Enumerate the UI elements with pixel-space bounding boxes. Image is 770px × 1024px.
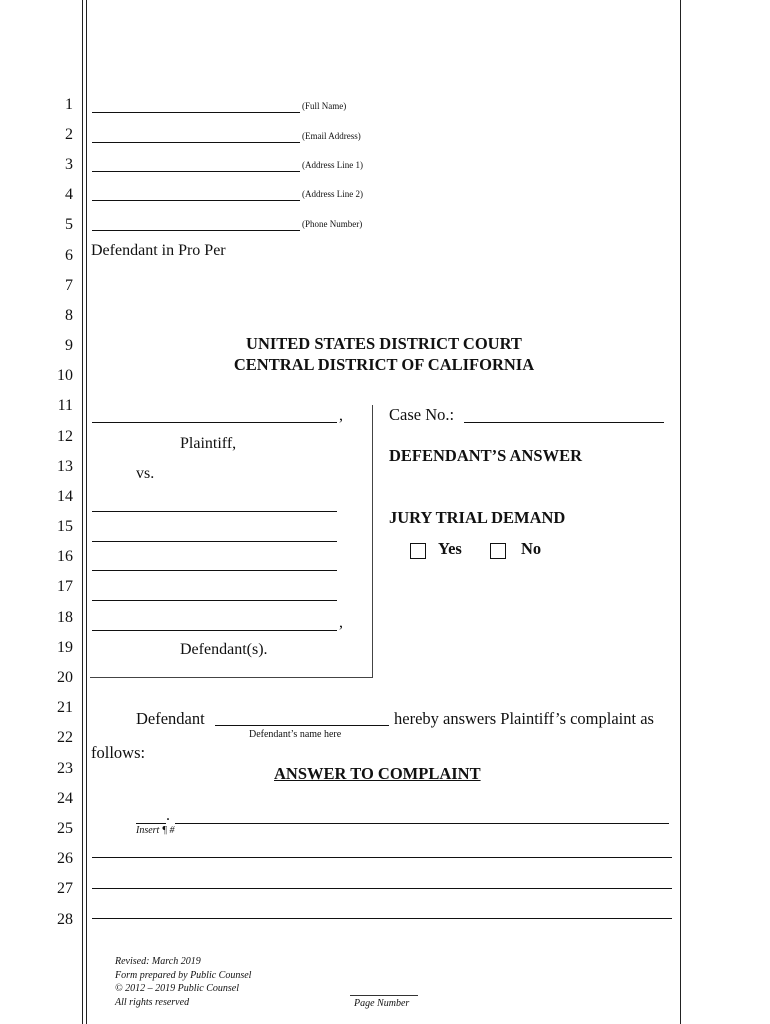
line-number: 27 bbox=[57, 880, 73, 897]
defendants-label: Defendant(s). bbox=[180, 641, 268, 658]
page-number-rule bbox=[350, 995, 418, 996]
defendant-comma: , bbox=[339, 614, 343, 631]
defendant-name-field-2[interactable] bbox=[92, 541, 337, 542]
line-number: 3 bbox=[65, 156, 73, 173]
left-margin-rule-outer bbox=[82, 0, 83, 1024]
full-name-field[interactable] bbox=[92, 112, 300, 113]
section-heading: ANSWER TO COMPLAINT bbox=[274, 764, 481, 783]
line-number: 21 bbox=[57, 699, 73, 716]
document-title: DEFENDANT’S ANSWER bbox=[389, 446, 582, 465]
plaintiff-label: Plaintiff, bbox=[180, 435, 237, 452]
court-name: UNITED STATES DISTRICT COURT bbox=[246, 334, 522, 353]
defendant-name-field-3[interactable] bbox=[92, 570, 337, 571]
footer bbox=[115, 955, 251, 1009]
defendant-name-field-5[interactable] bbox=[92, 630, 337, 631]
address-line-1-field[interactable] bbox=[92, 171, 300, 172]
jury-yes-label: Yes bbox=[438, 539, 462, 558]
footer-rights: All rights reserved bbox=[115, 996, 190, 1008]
case-number-field[interactable] bbox=[464, 422, 664, 423]
line-number: 25 bbox=[57, 820, 73, 837]
line-number: 20 bbox=[57, 669, 73, 686]
line-number: 1 bbox=[65, 96, 73, 113]
line-number: 8 bbox=[65, 307, 73, 324]
defendant-name-inline-field[interactable] bbox=[215, 725, 389, 726]
answer-line-2[interactable] bbox=[92, 857, 672, 858]
line-number: 2 bbox=[65, 126, 73, 143]
paragraph-dot: . bbox=[166, 807, 170, 824]
footer-revised: Revised: March 2019 bbox=[115, 956, 201, 967]
follows-text: follows: bbox=[91, 743, 146, 762]
case-number-label: Case No.: bbox=[389, 405, 455, 424]
party-label: Defendant in Pro Per bbox=[91, 242, 226, 259]
email-field[interactable] bbox=[92, 142, 300, 143]
plaintiff-comma: , bbox=[339, 407, 343, 424]
defendant-name-field-1[interactable] bbox=[92, 511, 337, 512]
footer-prepared: Form prepared by Public Counsel bbox=[115, 969, 252, 981]
jury-demand-label: JURY TRIAL DEMAND bbox=[389, 508, 566, 527]
line-number: 14 bbox=[57, 488, 73, 505]
address-line-2-hint: (Address Line 2) bbox=[302, 189, 363, 199]
line-number: 28 bbox=[57, 911, 73, 928]
line-number: 5 bbox=[65, 216, 73, 233]
line-number: 6 bbox=[65, 247, 73, 264]
full-name-hint: (Full Name) bbox=[302, 101, 347, 111]
line-number: 13 bbox=[57, 458, 73, 475]
address-line-1-hint: (Address Line 1) bbox=[302, 160, 363, 170]
defendant-name-hint: Defendant’s name here bbox=[249, 729, 342, 740]
defendant-name-field-4[interactable] bbox=[92, 600, 337, 601]
court-district: CENTRAL DISTRICT OF CALIFORNIA bbox=[233, 355, 535, 374]
intro-suffix: hereby answers Plaintiff’s complaint as bbox=[394, 709, 654, 728]
caption-divider-horizontal bbox=[90, 677, 373, 678]
phone-field[interactable] bbox=[92, 230, 300, 231]
caption-divider-vertical bbox=[372, 405, 373, 677]
line-number: 23 bbox=[57, 760, 73, 777]
line-number: 17 bbox=[57, 578, 73, 595]
footer-copyright: © 2012 – 2019 Public Counsel bbox=[115, 983, 239, 994]
line-number: 16 bbox=[57, 548, 73, 565]
email-hint: (Email Address) bbox=[302, 131, 361, 141]
right-margin-rule bbox=[680, 0, 681, 1024]
page-number-label: Page Number bbox=[354, 998, 410, 1009]
paragraph-number-field[interactable] bbox=[136, 823, 166, 824]
phone-hint: (Phone Number) bbox=[302, 219, 363, 229]
line-number: 10 bbox=[57, 367, 73, 384]
jury-yes-checkbox[interactable] bbox=[410, 543, 426, 559]
line-number: 12 bbox=[57, 428, 73, 445]
plaintiff-name-field[interactable] bbox=[92, 422, 337, 423]
line-number: 7 bbox=[65, 277, 73, 294]
line-number: 11 bbox=[57, 397, 73, 414]
line-number: 4 bbox=[65, 186, 73, 203]
line-number: 22 bbox=[57, 729, 73, 746]
line-number: 18 bbox=[57, 609, 73, 626]
answer-line-4[interactable] bbox=[92, 918, 672, 919]
line-number: 15 bbox=[57, 518, 73, 535]
answer-line-3[interactable] bbox=[92, 888, 672, 889]
versus-label: vs. bbox=[136, 465, 155, 482]
left-margin-rule-inner bbox=[86, 0, 87, 1024]
line-number: 26 bbox=[57, 850, 73, 867]
insert-paragraph-hint: Insert ¶ # bbox=[136, 825, 175, 836]
jury-no-label: No bbox=[521, 539, 542, 558]
line-number: 9 bbox=[65, 337, 73, 354]
jury-no-checkbox[interactable] bbox=[490, 543, 506, 559]
intro-prefix: Defendant bbox=[136, 709, 205, 728]
address-line-2-field[interactable] bbox=[92, 200, 300, 201]
line-number: 24 bbox=[57, 790, 73, 807]
answer-line-1[interactable] bbox=[175, 823, 669, 824]
line-number: 19 bbox=[57, 639, 73, 656]
